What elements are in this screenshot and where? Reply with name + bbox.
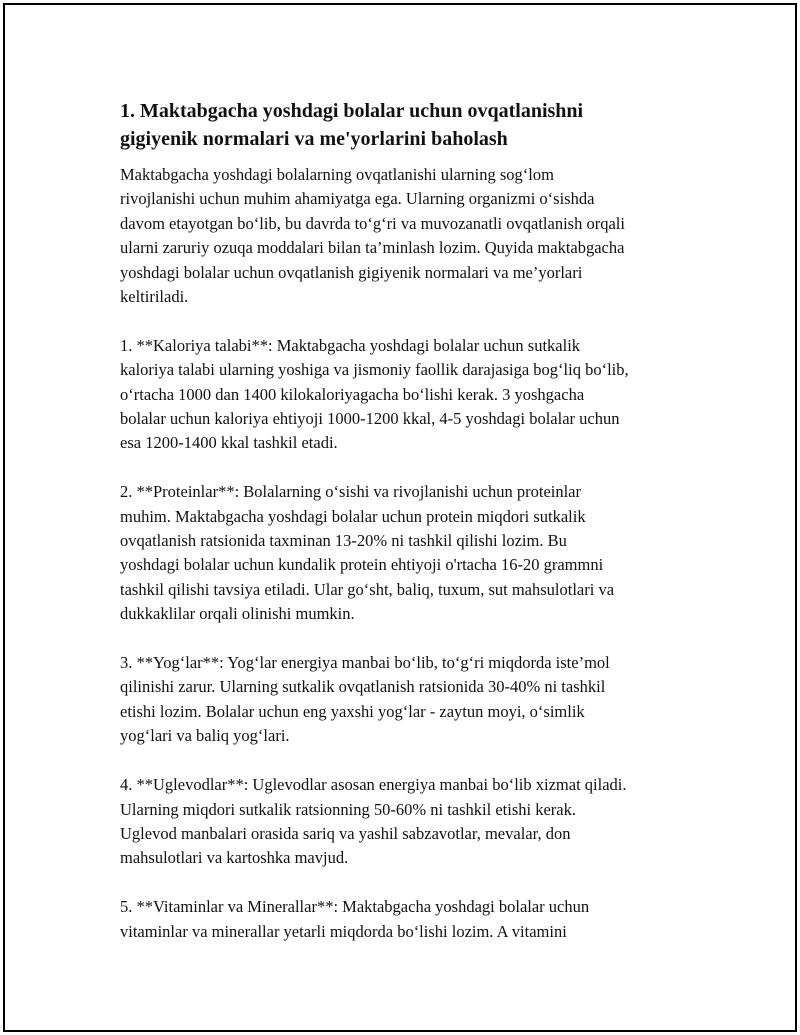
text-line: bolalar uchun kaloriya ehtiyoji 1000-1200 kkal, 4-5 yoshdagi bolalar uchun [120,409,620,429]
text-line: etishi lozim. Bolalar uchun eng yaxshi yog‘lar - zaytun moyi, o‘simlik [120,701,585,721]
text-line: Uglevod manbalari orasida sariq va yashil sabzavotlar, mevalar, don [120,823,571,843]
page-frame [3,3,797,1032]
title-line: gigiyenik normalari va me'yorlarini baholash [120,128,508,150]
text-line: mahsulotlari va kartoshka mavjud. [120,848,349,868]
fats-paragraph [120,651,720,749]
intro-paragraph [120,163,720,309]
text-line: vitaminlar va minerallar yetarli miqdorda bo‘lishi lozim. A vitamini [120,921,567,941]
title-line: 1. Maktabgacha yoshdagi bolalar uchun ovqatlanishni [120,100,584,122]
text-line: ovqatlanish ratsionida taxminan 13-20% ni tashkil qilishi lozim. Bu [120,531,567,551]
text-line: yoshdagi bolalar uchun kundalik protein ehtiyoji o'rtacha 16-20 grammni [120,555,604,575]
text-line: ularni zaruriy ozuqa moddalari bilan ta’minlash lozim. Quyida maktabgacha [120,238,625,258]
calorie-paragraph [120,334,720,456]
text-line: tashkil qilishi tavsiya etiladi. Ular go‘sht, baliq, tuxum, sut mahsulotlari va [120,579,615,599]
document-title [120,97,720,153]
protein-paragraph [120,480,720,626]
text-line: o‘rtacha 1000 dan 1400 kilokaloriyagacha bo‘lishi kerak. 3 yoshgacha [120,384,585,404]
text-line: 1. **Kaloriya talabi**: Maktabgacha yoshdagi bolalar uchun sutkalik [120,335,581,355]
text-line: Ularning miqdori sutkalik ratsionning 50-60% ni tashkil etishi kerak. [120,799,576,819]
text-line: 2. **Proteinlar**: Bolalarning o‘sishi va rivojlanishi uchun proteinlar [120,482,582,502]
text-line: yog‘lari va baliq yog‘lari. [120,726,290,746]
document-body [120,97,720,968]
text-line: davom etayotgan bo‘lib, bu davrda to‘g‘ri va muvozanatli ovqatlanish orqali [120,213,625,233]
text-line: dukkaklilar orqali olinishi mumkin. [120,604,355,624]
vitamins-paragraph [120,895,720,944]
text-line: yoshdagi bolalar uchun ovqatlanish gigiyenik normalari va me’yorlari [120,262,583,282]
text-line: esa 1200-1400 kkal tashkil etadi. [120,433,338,453]
text-line: 4. **Uglevodlar**: Uglevodlar asosan energiya manbai bo‘lib xizmat qiladi. [120,775,627,795]
text-line: Maktabgacha yoshdagi bolalarning ovqatlanishi ularning sog‘lom [120,165,554,184]
text-line: 5. **Vitaminlar va Minerallar**: Maktabgacha yoshdagi bolalar uchun [120,897,590,917]
text-line: 3. **Yog‘lar**: Yog‘lar energiya manbai bo‘lib, to‘g‘ri miqdorda iste’mol [120,653,610,673]
text-line: rivojlanishi uchun muhim ahamiyatga ega. Ularning organizmi o‘sishda [120,189,595,209]
text-line: qilinishi zarur. Ularning sutkalik ovqatlanish ratsionida 30-40% ni tashkil [120,677,606,697]
text-line: kaloriya talabi ularning yoshiga va jismoniy faollik darajasiga bog‘liq bo‘lib, [120,360,629,380]
text-line: keltiriladi. [120,287,189,307]
carbohydrates-paragraph [120,773,720,871]
text-line: muhim. Maktabgacha yoshdagi bolalar uchun protein miqdori sutkalik [120,506,586,526]
